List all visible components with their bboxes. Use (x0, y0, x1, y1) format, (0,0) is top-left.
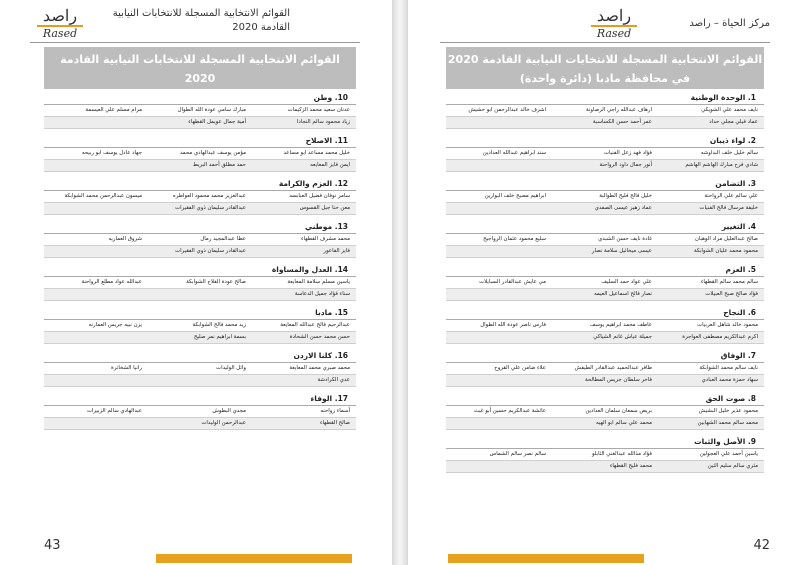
candidate-name: عبدالرحيم فالح عبدالله المعايعة (280, 322, 350, 328)
page-subtitle: في محافظة مادبا (دائرة واحدة) (114, 91, 286, 104)
rased-logo (30, 8, 90, 40)
candidate-name: مؤمن يوسف عبدالهادي محمد (179, 150, 246, 156)
candidate-row (44, 246, 356, 258)
candidate-name: فايز الفاعور (323, 248, 350, 254)
candidate-name: نايف سالم محمد الشوابكة (699, 365, 758, 371)
candidate-name: صالح عودة الفلاح الشوابكة (186, 279, 246, 285)
logo-english: Rased (596, 27, 632, 40)
candidate-name: عماد فيلي مجلي حداد (709, 119, 758, 125)
candidate-name: ابراهيم مصبح خلف البوارين (484, 193, 546, 199)
candidate-name: حمد مطلق أحمد البريط (192, 162, 246, 168)
candidate-name: محمود عذير خليل البشيش (698, 408, 758, 414)
candidate-row (446, 332, 764, 344)
candidate-name: ايمن فايز المعايعه (310, 162, 350, 168)
candidate-name: عدنان سعيد محمد الزكيمات (287, 107, 350, 113)
candidate-name: سليع محمود عثمان الرواجيح (483, 236, 546, 242)
candidate-name: عمر أحمد حسن الكساسبة (592, 119, 652, 125)
candidate-name: علي سالم علي الرواحنة (704, 193, 758, 199)
candidate-name (446, 203, 552, 214)
header-divider (30, 42, 360, 43)
candidate-row (44, 375, 356, 387)
candidate-row (44, 277, 356, 289)
candidate-row (44, 418, 356, 430)
list-name: 17. الوفاء (44, 393, 356, 406)
rased-logo (584, 8, 644, 40)
candidate-name: عاطف محمد ابراهيم يوسف (589, 322, 652, 328)
candidate-name (148, 289, 252, 300)
candidate-name: فؤاد مذالله عبدالغني الثابلو (592, 451, 652, 457)
page-number: 43 (44, 538, 61, 553)
candidate-name: علي عواد حمد السليف (601, 279, 652, 285)
candidate-row (446, 234, 764, 246)
candidate-name: نايف محمد علي الشويكي (701, 107, 758, 113)
book-gutter (392, 0, 408, 565)
candidate-row (446, 289, 764, 301)
candidate-name: اكرم عبدالكريم مصطفى العواجرة (682, 334, 758, 340)
header-title-line1: القوائم الانتخابية المسجلة للانتخابات النيابية (112, 8, 290, 19)
candidate-name (446, 246, 552, 257)
candidate-name: محمد صبري محمد المعايعة (289, 365, 350, 371)
candidate-row (44, 117, 356, 129)
candidate-name: معن حنا جبل القسوس (299, 205, 350, 211)
candidate-row (44, 320, 356, 332)
electoral-list (44, 221, 356, 258)
left-page (0, 0, 392, 565)
candidate-name: سالم خليل خلف البداوشه (700, 150, 758, 156)
candidate-name: فارس ناصر عودة الله الطوال (480, 322, 546, 328)
candidate-row (44, 234, 356, 246)
candidate-name: محمد علي سالم ابو الهيه (596, 420, 652, 426)
candidate-row (44, 148, 356, 160)
electoral-list (446, 350, 764, 387)
list-name: 9. الأصل والثبات (446, 436, 764, 449)
list-name: 14. العدل والمساواة (44, 264, 356, 277)
candidate-name: علاء ضامن علي القروح (494, 365, 546, 371)
candidate-name (44, 203, 148, 214)
list-name: 2. لواء ذيبان (446, 135, 764, 148)
electoral-list (446, 92, 764, 129)
candidate-name (446, 461, 552, 472)
page-number: 42 (753, 538, 770, 553)
list-name: 5. العزم (446, 264, 764, 277)
list-name: 4. التغيير (446, 221, 764, 234)
electoral-list (44, 307, 356, 344)
candidate-name (446, 160, 552, 171)
candidate-name: ياسين مسلم سلامة المعايعة (287, 279, 350, 285)
candidate-name (446, 289, 552, 300)
candidate-row (446, 117, 764, 129)
candidate-row (44, 160, 356, 172)
electoral-list (446, 178, 764, 215)
candidate-name (44, 117, 148, 128)
candidate-name: زياد محمود سالم النجادا (296, 119, 350, 125)
candidate-name: خليل فالح فليح الطوالبة (599, 193, 652, 199)
candidate-name: مبارك سامي عودة الله الطوال (177, 107, 246, 113)
candidate-name: محمود خالد شاهل العربيات (697, 322, 758, 328)
candidate-name (44, 289, 148, 300)
candidate-row (446, 105, 764, 117)
list-name: 12. العزم والكرامة (44, 178, 356, 191)
electoral-list (44, 350, 356, 387)
electoral-list (446, 436, 764, 473)
lists-container (446, 92, 764, 479)
logo-arabic: راصد (42, 6, 78, 25)
candidate-row (446, 148, 764, 160)
candidate-name: مرام مسلم علي العيسمة (85, 107, 142, 113)
candidate-name: أمية جمال عويمل القطهاء (188, 119, 246, 125)
candidate-name: وائل الوليدات (216, 365, 246, 371)
candidate-name: حسن محمد حسن الشحادة (289, 334, 350, 340)
list-name: 10. وطن (44, 92, 356, 105)
page-subtitle: في محافظة مادبا (دائرة واحدة) (519, 72, 691, 85)
electoral-list (44, 178, 356, 215)
electoral-list (446, 264, 764, 301)
candidate-name: ظافر عبدالحميد عبدالقادر الطيفش (574, 365, 652, 371)
candidate-row (446, 277, 764, 289)
candidate-name: خليل محمد مساعد ابو مساعد (283, 150, 350, 156)
candidate-row (446, 449, 764, 461)
candidate-name: فؤاد فهد زعل الفنيات (603, 150, 652, 156)
candidate-name: أنور جمال داود الرواحنة (599, 162, 652, 168)
candidate-row (446, 320, 764, 332)
candidate-name (446, 375, 552, 386)
list-name: 8. صوت الحق (446, 393, 764, 406)
candidate-row (446, 160, 764, 172)
candidate-row (44, 406, 356, 418)
candidate-name (44, 332, 148, 343)
candidate-name (446, 332, 552, 343)
candidate-name: محمد مشرف القطهاء (301, 236, 350, 242)
candidate-name: نصار فالح اسماعيل العيمه (594, 291, 652, 297)
page-title: القوائم الانتخابية المسجلة للانتخابات النيابية القادمة 2020 (60, 53, 340, 85)
candidate-name: عبدالله عواد مطلع الرواحنة (81, 279, 142, 285)
candidate-name (44, 160, 148, 171)
candidate-name: ارهاف عبدالله راجي الرصاونة (585, 107, 652, 113)
candidate-name: عائشة عبدالكريم حسين أبو غيث (473, 408, 546, 414)
electoral-list (44, 393, 356, 430)
candidate-name: أسماء زواحنه (320, 408, 350, 414)
electoral-list (446, 221, 764, 258)
header-divider (440, 42, 770, 43)
candidate-name: خليفة مرسال فالح الفنيات (699, 205, 758, 211)
list-name: 11. الاصلاح (44, 135, 356, 148)
electoral-list (44, 92, 356, 129)
page-title: القوائم الانتخابية المسجلة للانتخابات النيابية القادمة 2020 (447, 53, 763, 66)
candidate-row (446, 461, 764, 473)
candidate-name: جهاد عادل يوسف ابو ربيحه (81, 150, 142, 156)
right-page (408, 0, 800, 565)
candidate-name: اشرف خالد عبدالرحمن ابو حشيش (468, 107, 546, 113)
candidate-name: محمود محمد عليان الشوابكة (694, 248, 758, 254)
candidate-name: سناء فؤاد جميل الدعاسة (294, 291, 350, 297)
candidate-name: شروق العماريه (108, 236, 142, 242)
candidate-row (446, 375, 764, 387)
candidate-name: محمد سالم محمد الشهابين (697, 420, 758, 426)
candidate-name: عبدالرحمن الوليدات (201, 420, 246, 426)
lists-container (44, 92, 356, 436)
candidate-row (446, 363, 764, 375)
candidate-name: مجدي البطوش (212, 408, 246, 414)
candidate-name: عدي الكرادشة (317, 377, 350, 383)
candidate-row (44, 203, 356, 215)
candidate-name: مثري سالم سليم الثين (707, 463, 758, 469)
candidate-name: ياسين أحمد علي العجولين (699, 451, 758, 457)
candidate-name: ميسون عبدالرحمن محمد الشوابكة (64, 193, 142, 199)
candidate-row (44, 332, 356, 344)
candidate-name (148, 375, 252, 386)
candidate-name (44, 418, 148, 429)
candidate-row (446, 246, 764, 258)
page-title-box (446, 47, 764, 89)
candidate-name: بريص سمعان سلمان العدادين (585, 408, 652, 414)
electoral-list (446, 307, 764, 344)
list-name: 13. موطني (44, 221, 356, 234)
candidate-name: عماد زهير عيسى الصفدي (594, 205, 652, 211)
list-name: 6. النجاح (446, 307, 764, 320)
candidate-row (44, 105, 356, 117)
electoral-list (446, 393, 764, 430)
electoral-list (44, 264, 356, 301)
candidate-row (44, 363, 356, 375)
candidate-name: جميلة عياش غانم الشياكي (593, 334, 652, 340)
candidate-name: سامر نوفان فضيل العبابسه (289, 193, 350, 199)
candidate-name: فؤاد صالح صبح العبيلات (705, 291, 758, 297)
candidate-name (446, 117, 552, 128)
candidate-name: فاخر سلطان جريس المطالحة (584, 377, 652, 383)
candidate-name: سهاد حمزة محمد العبادي (701, 377, 758, 383)
candidate-row (44, 191, 356, 203)
header-center-name: مركز الحياة – راصد (689, 18, 770, 29)
logo-english: Rased (42, 27, 78, 40)
candidate-row (446, 203, 764, 215)
candidate-name: عبدالقادر سليمان ذوي الفقيرات (175, 205, 246, 211)
candidate-name: زيد محمد فالح الشوابكة (192, 322, 246, 328)
candidate-name: عطا عبدالمجيد رمال (200, 236, 246, 242)
candidate-name: عبدالهادي سالم الزبيرات (86, 408, 142, 414)
candidate-name: شادي فرح مبارك الهاشم الهاشم (685, 162, 758, 168)
candidate-name (446, 418, 552, 429)
candidate-name (44, 375, 148, 386)
candidate-name (44, 246, 148, 257)
footer-bar (448, 554, 644, 563)
candidate-name: عيسى ميخائيل سلامة نصار (591, 248, 652, 254)
logo-arabic: راصد (596, 6, 632, 25)
candidate-name: عبدالقادر سليمان ذوي الفقيرات (175, 248, 246, 254)
candidate-name: بسمة ابراهيم نمر صليح (193, 334, 246, 340)
list-name: 1. الوحدة الوطنية (446, 92, 764, 105)
candidate-name: رانيا الشخاترة (111, 365, 142, 371)
candidate-name: عبدالعزيز محمد محمود العواطره (172, 193, 246, 199)
candidate-name: محمد فليح القطهاء (609, 463, 652, 469)
list-name: 16. كلنا الاردن (44, 350, 356, 363)
candidate-name: سالم نصر سالم الشماس (489, 451, 546, 457)
list-name: 3. التضامن (446, 178, 764, 191)
candidate-name: سالم محمد سالم القطهاء (700, 279, 758, 285)
footer-bar (156, 554, 352, 563)
candidate-name: غادة نايف حسن الشبدي (598, 236, 652, 242)
candidate-name: مي عايش عبدالقادر السبايلات (479, 279, 546, 285)
candidate-row (446, 418, 764, 430)
candidate-row (446, 191, 764, 203)
candidate-row (446, 406, 764, 418)
candidate-name: صالح عبدالعليل مراد الوهبان (694, 236, 758, 242)
candidate-name: سند ابراهيم عبدالله العدادين (482, 150, 546, 156)
electoral-list (446, 135, 764, 172)
header-title-line2: القادمة 2020 (232, 22, 290, 33)
list-name: 15. مادبا (44, 307, 356, 320)
candidate-name: يزن نبيه جريس العمارنه (88, 322, 142, 328)
list-name: 7. الوفاق (446, 350, 764, 363)
candidate-name: صالح القطهاء (319, 420, 350, 426)
candidate-row (44, 289, 356, 301)
electoral-list (44, 135, 356, 172)
